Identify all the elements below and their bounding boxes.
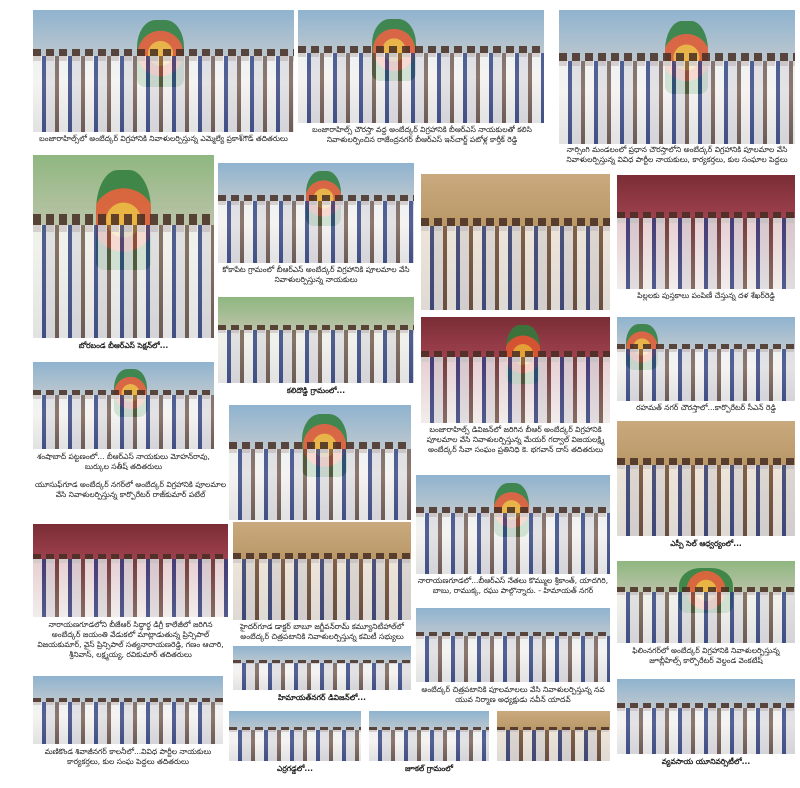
- photo-kokapet: [218, 163, 414, 263]
- photo-degree-college: [33, 524, 228, 617]
- photo-jukal: [369, 711, 489, 761]
- caption-erragadda: ఎర్రగడ్డలో...: [277, 764, 313, 773]
- caption-banjara-division: బంజారాహిల్స్ డివిజన్‌లో జరిగిన బీఆర్ అంబేద్కర్ విగ్రహానికి పూలమాల వేసి నివాళులర్పిస్తున్న మేయర్ గద్వాల్ విజయలక్ష్మి అంబేద్కర్ సేవా సంఘం ప్రతినిధి కె. భగవాన్ దాస్ తదితరులు: [426, 425, 605, 454]
- caption-agri-university: వ్యవసాయ యూనివర్సిటీలో...: [661, 757, 751, 766]
- photo-borabanda-statue: [33, 155, 214, 338]
- caption-jukal: జూకల్ గ్రామంలో: [405, 764, 453, 773]
- photo-hyderguda-hall: [233, 522, 411, 620]
- photo-shamshabad: [33, 362, 214, 449]
- photo-sc-cell: [617, 421, 795, 536]
- photo-navayuva: [416, 608, 610, 682]
- photo-agri-university: [617, 679, 795, 754]
- caption-manikonda: మణికొండ శివాజీనగర్ కాలనీలో...వివిధ పార్టీల నాయకులు కార్యకర్తలు, కుల సంఘ పెద్దలు తదితరులు: [44, 747, 212, 766]
- caption-himayatnagar: హిమాయత్‌నగర్ డివిజన్‌లో...: [278, 693, 366, 702]
- photo-book-distribution: [617, 175, 795, 289]
- photo-manikonda: [33, 676, 223, 744]
- photo-filmnagar: [617, 561, 795, 643]
- caption-banjara-chowrasta: బంజారాహిల్స్ చౌరస్తా వద్ద అంబేద్కర్ విగ్రహానికి బీఆర్ఎస్ నాయకులతో కలిసి నివాళులర్పించిన రాజేంద్రనగర్ బీఆర్ఎస్ ఇన్‌చార్జ్ పటోళ్ల కార్తీక్ రెడ్డి: [312, 125, 532, 144]
- caption-yousufguda: యూసుఫ్‌గూడ అంబేద్కర్ నగర్‌లో అంబేద్కర్ విగ్రహానికి పూలమాల వేసి నివాళులర్పిస్తున్న కార్పొరేటర్ రాజ్‌కుమార్ పటేల్: [34, 480, 227, 499]
- caption-navayuva: అంబేద్కర్ చిత్రపటానికి పూలమాలలు వేసి నివాళులర్పిస్తున్న నవ యువ నిర్మాణ అధ్యక్షుడు నవీన్ యాదవ్: [421, 685, 605, 704]
- caption-degree-college: నారాయణగూడలోని బీజేఆర్ సిద్ధార్థ డిగ్రీ కాలేజీలో జరిగిన అంబేద్కర్ జయంతి వేడుకలో మాట్లాడుతున్న ప్రిన్సిపాల్ విజయకుమార్, వైస్ ప్రిన్సిపాల్ సత్యనారాయణరెడ్డి, గణం ఆచారి, శ్రీనివాస్, లక్ష్మయ్య, రవికుమార్ తదితరులు: [37, 620, 224, 659]
- caption-kokapet: కోకాపేట గ్రామంలో బీఆర్ఎస్ అంబేద్కర్ విగ్రహానికి పూలమాల వేసి నివాళులర్పిస్తున్న నాయకులు: [222, 265, 410, 284]
- caption-rahmat-nagar: రహమత్ నగర్ చౌరస్తాలో...కార్పొరేటర్ సీఎన్ రెడ్డి: [636, 403, 776, 412]
- photo-himayatnagar: [233, 646, 411, 690]
- photo-banjara-chowrasta: [298, 10, 544, 123]
- caption-narayanaguda: నారాయణగూడలో...బీఆర్ఎస్ నేతలు కొమ్ముల శ్రీకాంత్, యాదగిరి, బాబు, రాముక్క, రఘు పాల్గొన్నారు. - హిమాయత్ నగర్: [417, 576, 609, 595]
- caption-hyderguda-hall: హైదర్‌గూడ డాక్టర్ బాబూ జగ్జీవన్‌రామ్ కమ్యూనిటీహాల్‌లో అంబేద్కర్ చిత్రపటానికి నివాళులర్పిస్తున్న కమిటీ సభ్యులు: [240, 622, 404, 641]
- caption-borabanda: బోరబండ బీఆర్ఎస్ సెక్షన్‌లో...: [78, 341, 169, 350]
- caption-book-distribution: పిల్లలకు పుస్తకాలు పంపిణీ చేస్తున్న దళ శేఖర్‌రెడ్డి: [637, 291, 775, 300]
- photo-erragadda: [229, 711, 361, 761]
- photo-narsingi: [559, 10, 795, 144]
- caption-kalidoddi: కలిదొడ్డి గ్రామంలో...: [286, 386, 346, 395]
- caption-sc-cell: ఎస్పీ సెల్ ఆధ్వర్యంలో...: [670, 539, 742, 548]
- caption-filmnagar: ఫిలింనగర్‌లో అంబేద్కర్ విగ్రహానికి నివాళులర్పిస్తున్న జూబ్లీహిల్స్ కార్పొరేటర్ వెల్దండ వెంకటేష్: [632, 646, 780, 665]
- photo-portrait-tribute: [421, 174, 610, 310]
- photo-rahmat-nagar: [617, 317, 795, 401]
- photo-small-event: [497, 711, 610, 761]
- photo-banjara-hills-statue: [33, 10, 294, 132]
- caption-banjara-hills: బంజారాహిల్స్‌లో అంబేద్కర్ విగ్రహానికి నివాళులర్పిస్తున్న ఎమ్మెల్యే ప్రకాశ్‌గౌడ్ తదితరులు: [39, 134, 288, 143]
- photo-kalidoddi: [218, 297, 414, 383]
- caption-shamshabad: శంషాబాద్ పట్టణంలో... బీఆర్ఎస్ నాయకులు మోహన్‌రావు, బుర్కుల సతీష్ తదితరులు: [37, 452, 210, 471]
- caption-narsingi: నార్సింగి మండలంలో ప్రధాన చౌరస్తాలోని అంబేద్కర్ విగ్రహానికి పూలమాల వేసి నివాళులర్పిస్తున్న వివిధ పార్టీల నాయకులు, కార్యకర్తలు, కుల సంఘాల పెద్దలు: [566, 145, 788, 164]
- photo-banjara-division: [421, 317, 610, 423]
- photo-yousufguda: [229, 405, 411, 520]
- photo-narayanaguda: [416, 475, 610, 574]
